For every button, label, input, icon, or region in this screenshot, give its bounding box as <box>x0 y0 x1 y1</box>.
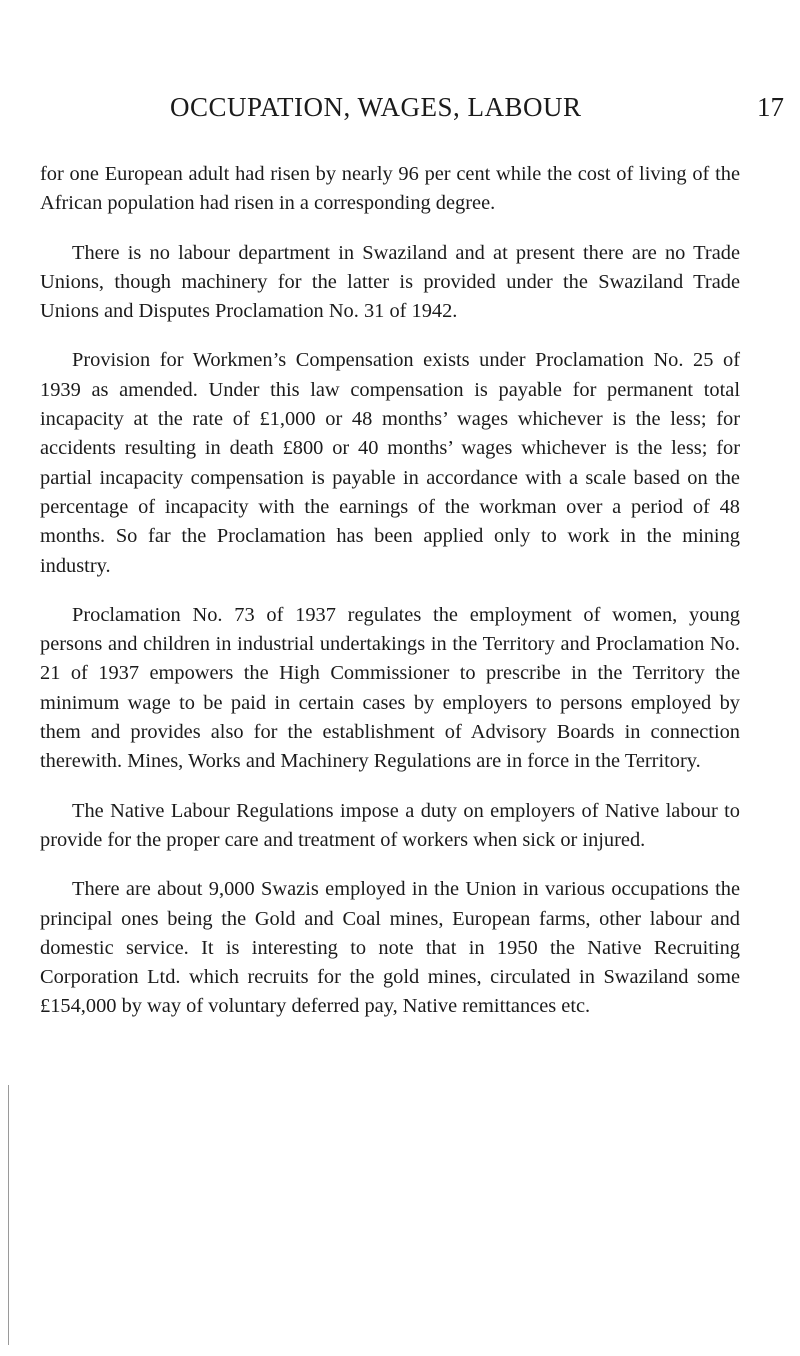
page-number: 17 <box>757 92 784 122</box>
paragraph-native-labour-regulations: The Native Labour Regulations impose a duty on employers of Native labour to provide for the proper care and treatment of workers when sick or injured. <box>40 799 740 851</box>
running-title: OCCUPATION, WAGES, LABOUR <box>170 92 582 122</box>
page-header <box>0 92 800 132</box>
paragraph-continuation: for one European adult had risen by nearly 96 per cent while the cost of living of the African population had risen in a corresponding degree. <box>40 163 740 215</box>
body-text <box>40 160 740 1042</box>
paragraph-labour-department: There is no labour department in Swaziland and at present there are no Trade Unions, though machinery for the latter is provided under the Swaziland Trade Unions and Disputes Proclamation No. 31 of 1942. <box>40 241 740 323</box>
paragraph-workmens-compensation: Provision for Workmen’s Compensation exists under Proclamation No. 25 of 1939 as amended. Under this law compensation is payable for permanent total incapacity at the rate of £1,000 or 48 months’ wages whichever is the less; for accidents resulting in death £800 or 40 months’ wages whichever is the less; for partial incapacity compensation is payable in accordance with a scale based on the percentage of incapacity with the earnings of the workman over a period of 48 months. So far the Proclamation has been applied only to work in the mining industry. <box>40 349 740 577</box>
paragraph-employment-proclamations: Proclamation No. 73 of 1937 regulates the employment of women, young persons and children in industrial undertakings in the Territory and Proclamation No. 21 of 1937 empowers the High Commissioner to prescribe in the Territory the minimum wage to be paid in certain cases by employers to persons employed by them and provides also for the establishment of Advisory Boards in connection therewith. Mines, Works and Machinery Regulations are in force in the Territory. <box>40 603 740 773</box>
margin-rule <box>8 1085 9 1345</box>
paragraph-swazis-in-union: There are about 9,000 Swazis employed in the Union in various occupations the principal ones being the Gold and Coal mines, European farms, other labour and domestic service. It is interesting to note that in 1950 the Native Recruiting Corporation Ltd. which recruits for the gold mines, circulated in Swaziland some £154,000 by way of voluntary deferred pay, Native remittances etc. <box>40 878 740 1018</box>
